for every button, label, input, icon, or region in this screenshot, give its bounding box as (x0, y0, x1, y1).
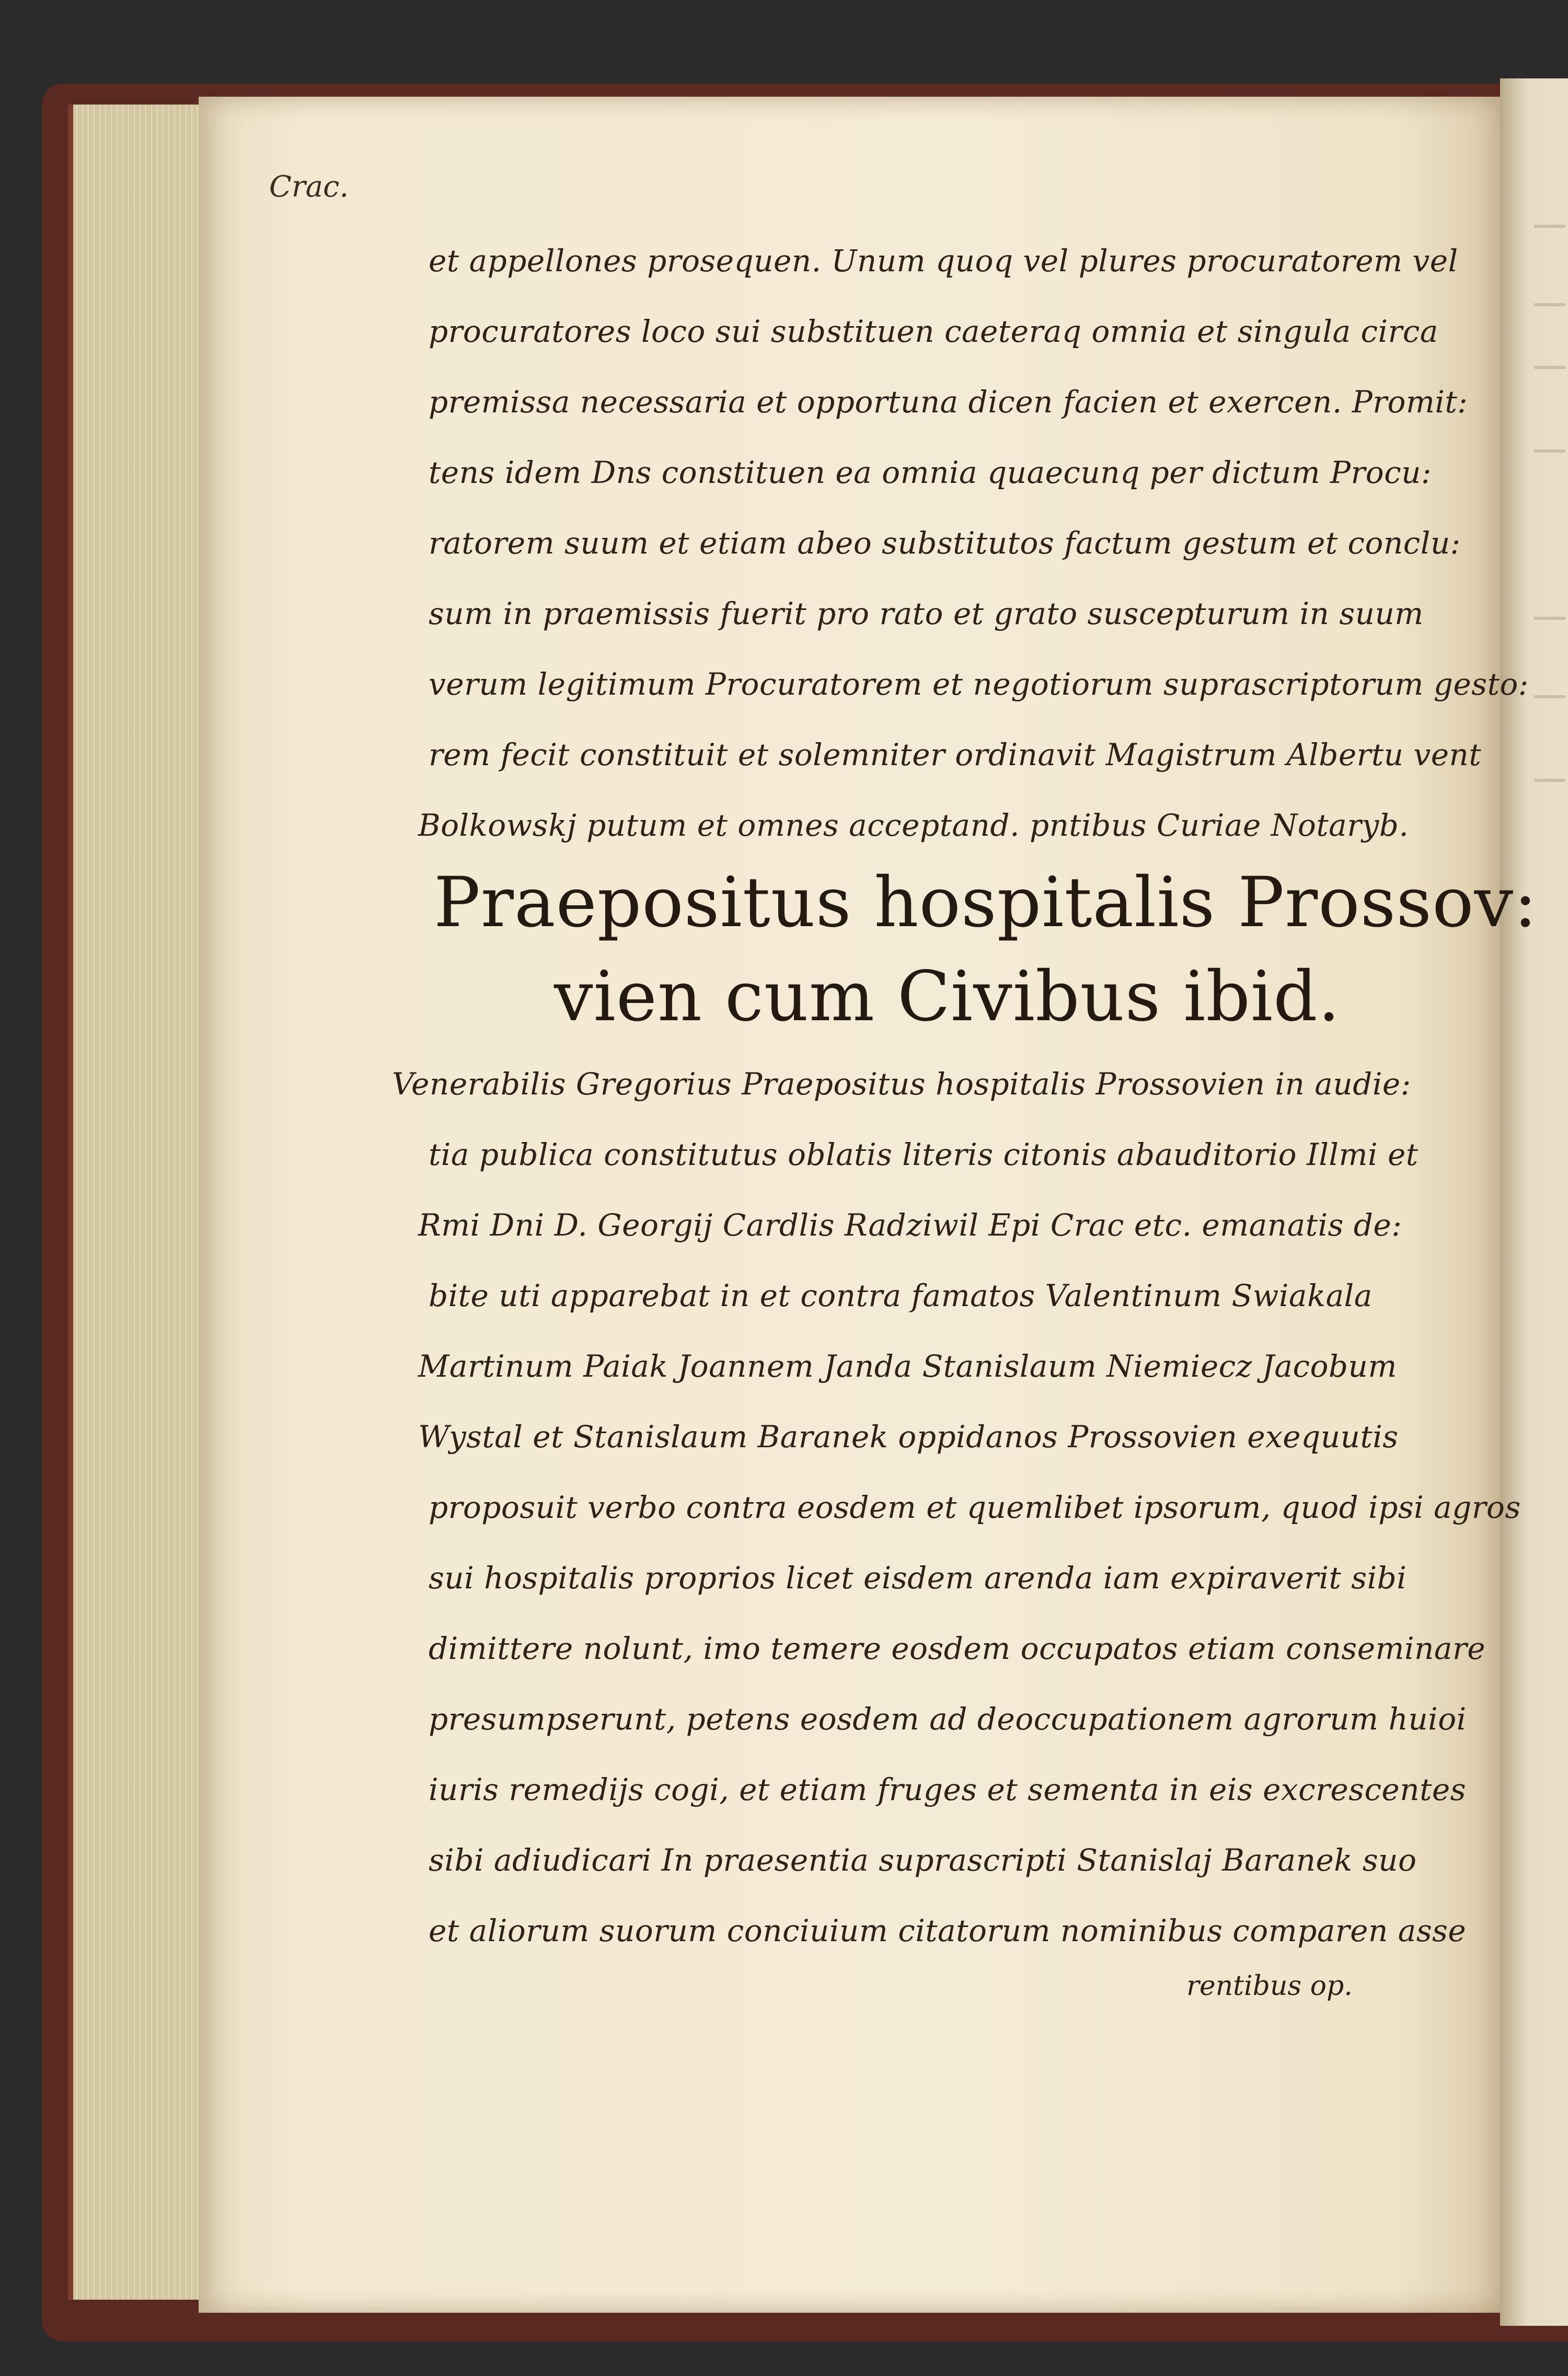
text-line: Wystal et Stanislaum Baranek oppidanos Prossovien exequutis (418, 1419, 1399, 1455)
text-line: sibi adiudicari In praesentia suprascripti Stanislaj Baranek suo (429, 1842, 1417, 1878)
corner-mark: Crac. (269, 170, 349, 204)
text-line: sum in praemissis fuerit pro rato et grato suscepturum in suum (429, 596, 1424, 631)
bleed-through-mark (1534, 366, 1565, 369)
text-line: Venerabilis Gregorius Praepositus hospitalis Prossovien in audie: (392, 1066, 1411, 1102)
bleed-through-mark (1534, 779, 1565, 782)
text-line: premissa necessaria et opportuna dicen facien et exercen. Promit: (429, 384, 1468, 420)
text-line: tia publica constitutus oblatis literis citonis abauditorio Illmi et (429, 1137, 1419, 1172)
catchword: rentibus op. (1186, 1970, 1353, 2002)
text-line: Rmi Dni D. Georgij Cardlis Radziwil Epi Crac etc. emanatis de: (418, 1207, 1402, 1243)
heading-line: vien cum Civibus ibid. (554, 956, 1341, 1037)
text-line: iuris remedijs cogi, et etiam fruges et sementa in eis excrescentes (429, 1772, 1466, 1807)
text-line: tens idem Dns constituen ea omnia quaecunq per dictum Procu: (429, 455, 1432, 490)
text-line: procuratores loco sui substituen caeteraq omnia et singula circa (429, 314, 1438, 349)
text-line: ratorem suum et etiam abeo substitutos factum gestum et conclu: (429, 525, 1461, 561)
bleed-through-mark (1534, 617, 1565, 620)
bleed-through-mark (1534, 225, 1565, 228)
text-line: Martinum Paiak Joannem Janda Stanislaum Niemiecz Jacobum (418, 1348, 1397, 1384)
text-line: sui hospitalis proprios licet eisdem arenda iam expiraverit sibi (429, 1560, 1407, 1596)
text-line: et aliorum suorum conciuium citatorum nominibus comparen asse (429, 1913, 1467, 1948)
text-line: Bolkowskj putum et omnes acceptand. pntibus Curiae Notaryb. (418, 808, 1409, 843)
text-line: bite uti apparebat in et contra famatos Valentinum Swiakala (429, 1278, 1373, 1313)
text-line: rem fecit constituit et solemniter ordinavit Magistrum Albertu vent (429, 737, 1482, 772)
facing-page-edge (1500, 78, 1568, 2326)
bleed-through-mark (1534, 695, 1565, 698)
bleed-through-mark (1534, 303, 1565, 306)
text-line: verum legitimum Procuratorem et negotiorum suprascriptorum gesto: (429, 666, 1529, 702)
text-line: proposuit verbo contra eosdem et quemlibet ipsorum, quod ipsi agros (429, 1490, 1521, 1525)
heading-line: Praepositus hospitalis Prossov: (434, 862, 1538, 943)
text-line: et appellones prosequen. Unum quoq vel plures procuratorem vel (429, 243, 1458, 279)
text-line: dimittere nolunt, imo temere eosdem occupatos etiam conseminare (429, 1631, 1486, 1666)
page-edges (68, 105, 209, 2300)
bleed-through-mark (1534, 449, 1565, 453)
text-line: presumpserunt, petens eosdem ad deoccupationem agrorum huioi (429, 1701, 1467, 1737)
